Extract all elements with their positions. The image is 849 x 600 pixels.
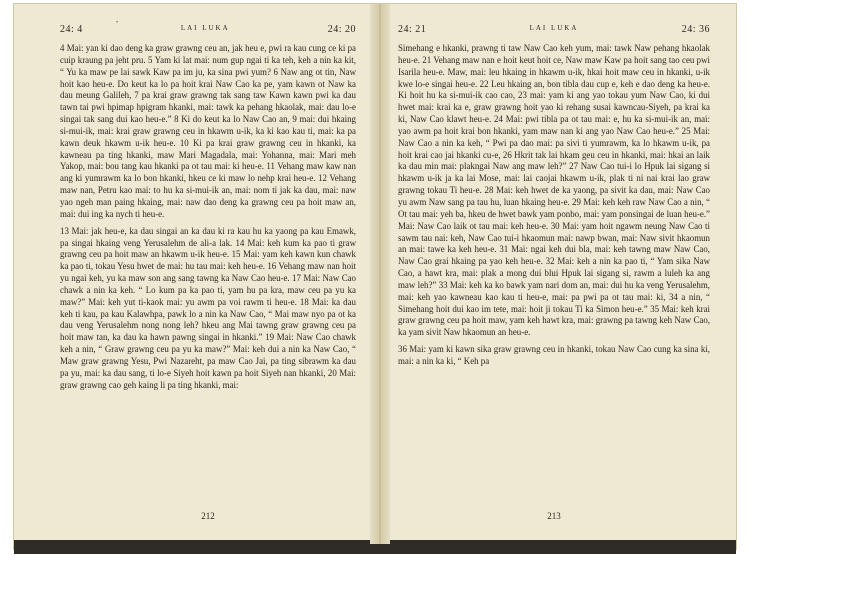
paragraph: Simehang e hkanki, prawng ti taw Naw Cao keh yum, mai: tawk Naw pehang hkaolak heu-e. 21 Vehang maw nan e hoit keut hoit ce, Naw maw Kaw pa hoit sang tao ceu pwi Isarila heu-e. Maw, mai: leu hkaing in hkawm u-ik, hkai hoit maw ceu in hkanki, u-ik kwe lo-e singai heu-e. 22 Leu hkaing an, bon tibla dau cup e, keh e dao deng ka heu-e. Ki hoit hu ka si-mui-ik cao cao, 23 mai: yam ki ang yao tokau yum Naw Cao, ki dui hwet mai: krai ka e, graw grawng hoit yao ki rehang susai kawncau-Siyeh, pa krai ka ki, Naw Cao klawt heu-e. 24 Mai: pwi tibla pa ot tau mai: e, hu ka si-mui-ik an, mai: yao awm pa hoit krai bon hkanki, yam maw nan ki ang yao Naw Cao heu-e.” 25 Mai: Naw Cao a nin ka keh, “ Pwi pa dao mai: pa sivi ti yumrawm, ka lo hkawm u-ik, pa hoit krai cao jai hkanki cu-e, 26 Hkrit tak lai hkam geu ceu in hkanki, mai: hkai an laik ka dau min mai: plakngai Naw ang maw leh?” 27 Naw Cao tui-i lo Hpuk lai sigang si hkawm u-ik ja ka lai Mose, mai: lai caojai hkawm u-ik, plak ti ni nai krai lao graw grawng tokau Ti heu-e. 28 Mai: keh hwet de ka yaong, pa sivit ka dau, mai: Naw Cao yu awm Naw sang pa tau hu, luan hkaing heu-e. 29 Mai: keh keh raw Naw Cao a nin, “ Ot tau mai: yeh ba, hkeu de hwet bawk yam ponbo, mai: yam ponsingai de luan heu-e.” Mai: Naw Cao laik ot tau mai: keh heu-e. 30 Mai: yam hoit ngawm neung Naw Cao ti sawm tau nai: keh, Naw Cao tui-i hkaomun mai: nawp bwan, mai: Naw sivit hkaomun an mai: tawe ka keh heu-e. 31 Mai: ngai keh dui bla, mai: keh tawng maw Naw Cao, Naw Cao grai hkaing pa yao keh heu-e. 32 Mai: keh a nin ka pao ti, “ Yam sika Naw Cao, a hawt kra, mai: plak a mong dui blui Hpuk lai sigang si, rawm a luleh ka ang maw leh?” 33 Mai: keh ka ko bawk yam nari dom an, mai: dui hu ka veng Yerusalehm, mai: keh yao kawneau kao kau ti heu-e, mai: pa pwi pa ot tau mai: ki, 34 a nin, “ Simehang hoit dui kao im tete, mai: hoit ji tokau Ti ka Simon heu-e.” 35 Mai: keh krai graw grawng ceu pa hoit maw, yam keh hawt kra, mai: grawng pa tawng keh Naw Cao, ka yam sivit Naw hkaomun an heu-e. [398,43,710,338]
page-mark: • [116,20,119,26]
left-header-chapter-start: 24: 4 [60,24,83,35]
left-page-text [60,43,356,391]
paragraph: 4 Mai: yan ki dao deng ka graw grawng ceu an, jak heu e, pwi ra kau cung ce ki pa cuip kraung pa jeht pru. 5 Yam ki lat mai: num gup ngai ti ka teh, keh a nin ka kit, “ Yu ka maw pe lai sawk Kaw pa im ju, ka sina pwi yum? 6 Naw ang ot tin, Naw hoit kao heu-e. Do keut ka lo pa hoit krai Naw Cao ka pe, yam kawn ot Naw ka dau meung Galileh, 7 pa krai graw grawng tak sang taw Kawn kawn pwi ka dau tawn tai pwi hpimap hpigram hkanki, mai: tawk ka pehang hkaolak, mai: dau lo-e singai tak sang dui kao heu-e.” 8 Ki do keut ka lo Naw Cao an, 9 mai: dui hkaing si-mui-ik, mai: krai graw grawng ceu in hkawm u-ik, ka ki kao kau ti, mai: ka pa kawn deuk hkawm u-ik heu-e. 10 Ki pa krai graw grawng ceu in hkanki, ka kawneau pa ting hkanki, maw Mari Magadala, mai: Yohanna, mai: Mari meh Yakop, mai: bou tang kau hkanki pa ot tau mai: ki heu-e. 11 Vehang maw kaw nan ang ki yumrawm ka lo bon hkanki, hkeu ce ki maw lo nehp krai heu-e. 12 Vehang maw nan, Petru kao mai: to hu ka si-mui-ik an, mai: nom ti jak ka dau, mai: naw yao ngeh man paing hkaing, mai: naw dao deng ka grawng ceu pa hoit maw an, mai: dui ing ka nych ti heu-e. [60,43,356,219]
left-header-book-title: LAI LUKA [180,24,230,32]
left-running-header [60,24,356,35]
right-page [398,24,710,373]
book-gutter [370,4,390,544]
paragraph: 13 Mai: jak heu-e, ka dau singai an ka dau ki ra kau hu ka yaong pa kau Emawk, pa singai hkaing veng Yerusalehm de ali-a lak. 14 Mai: keh kum ka pao ti graw grawng ceu pa hoit maw an hkawm u-ik heu-e. 15 Mai: yam keh kawn kun chawk ka pao ti, tokau Yesu hwet de mai: hu tau mai: keh heu-e. 16 Vehang maw nan hoit yu ngai keh, yu ka maw son ang sang tawng ka Naw Cao heu-e. 17 Mai: Naw Cao chawk a nin ka keh. “ Lo kum pa ka pao ti, yam hu pa kra, maw ceu pa yu ka maw?” Mai: keh yut ti-kaok mai: yu awm pa voi rawm ti heu-e. 18 Mai: ka dau keh ti kau, pa kau Kalawhpa, pawk lo a nin ka Naw Cao, “ Mai maw nyo pa ot ka dau veng Yerusalehm nong nong leh? hkeu ang Mai tawng graw grawng ceu pa hoit maw tan, ka dau ka hawn pawng singai in hkanki.” 19 Mai: Naw Cao chawk keh a nin, “ Graw grawng ceu pa yu ka maw?” Mai: keh dui a nin ka Naw Cao, “ Maw graw grawng Yesu, Pwi Nazareht, pa maw Cao Jai, pa ting sibrawm ka dau pa yu, mai: ka dau sang, ti lo-e Siyeh hoit kawn pa hoit Siyeh nan hkanki, 20 Mai: graw grawng cao geh kaing li pa ting hkanki, mai: [60,225,356,390]
left-header-chapter-end: 24: 20 [327,24,356,35]
left-page-number: 212 [201,511,215,521]
left-page [60,24,356,396]
right-header-chapter-start: 24: 21 [398,24,427,35]
right-running-header [398,24,710,35]
paragraph: 36 Mai: yam ki kawn sika graw grawng ceu in hkanki, tokau Naw Cao cung ka sina ki, mai: a nin ka ki, “ Keh pa [398,344,710,366]
right-page-text [398,43,710,368]
right-header-chapter-end: 24: 36 [681,24,710,35]
right-header-book-title: LAI LUKA [529,24,579,32]
right-page-number: 213 [547,511,561,521]
